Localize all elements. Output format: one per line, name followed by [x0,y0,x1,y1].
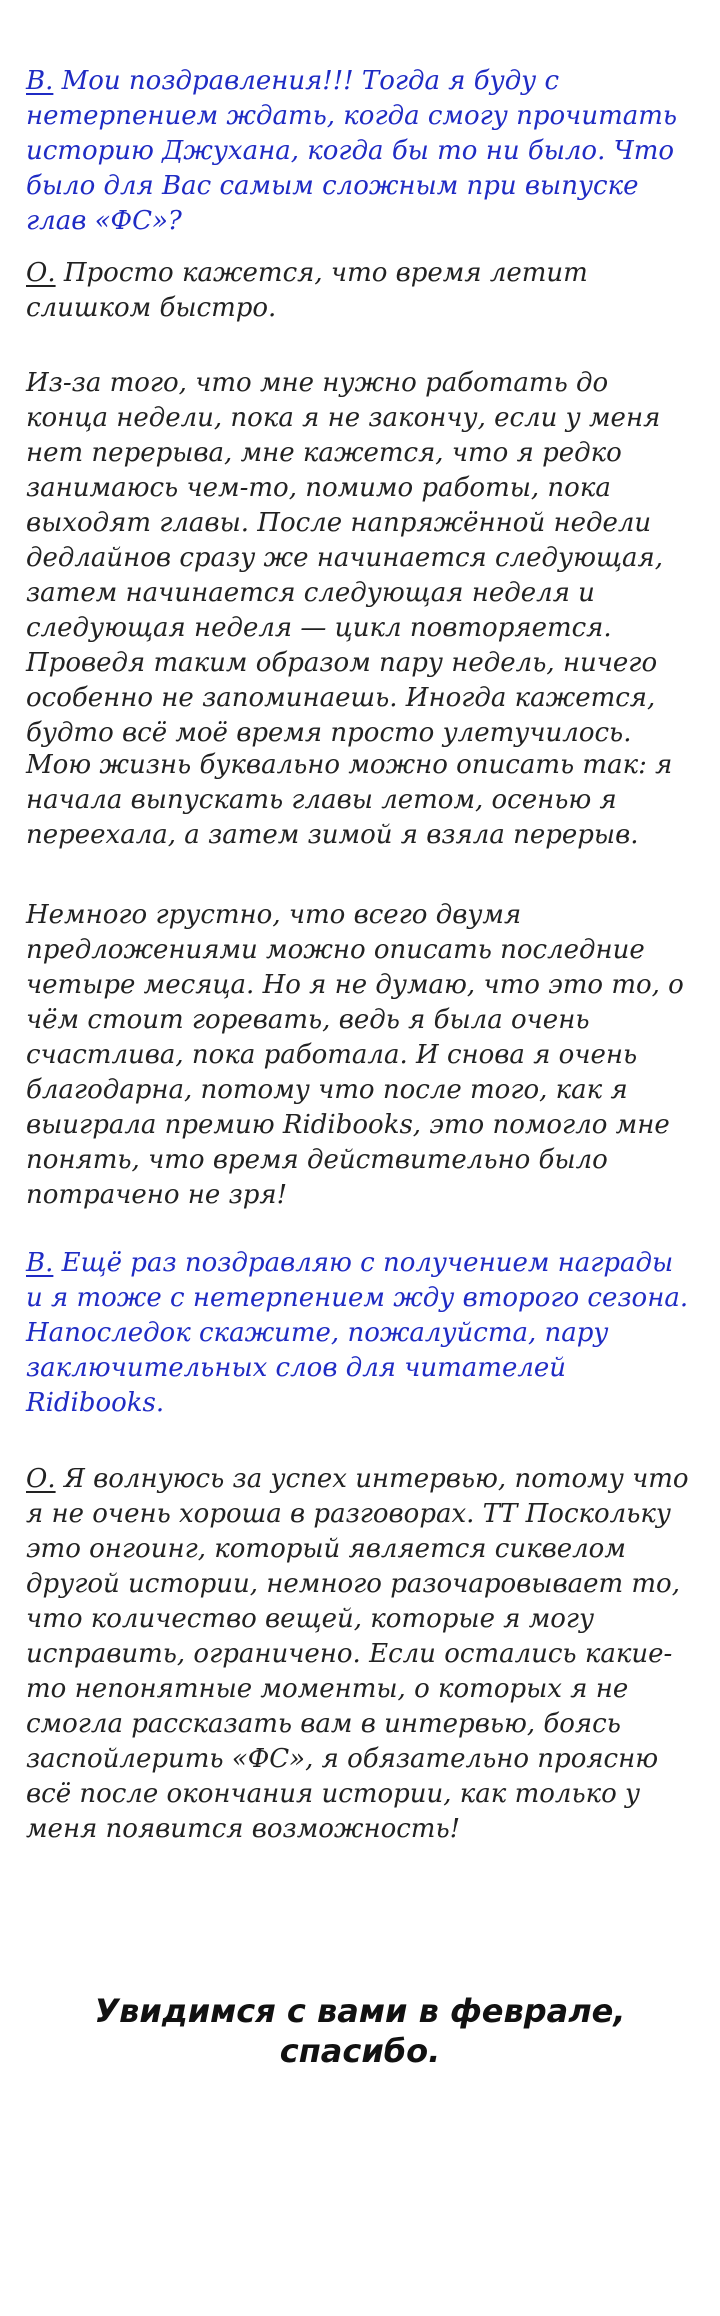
question-text: Ещё раз поздравляю с получением награды и я тоже с нетерпением жду второго сезона. Напоследок скажите, пожалуйста, пару заключительных слов для читателей Ridibooks. [26,1248,689,1418]
paragraph: Немного грустно, что всего двумя предложениями можно описать последние четыре месяца. Но я не думаю, что это то, о чём стоит горевать, ведь я была очень счастлива, пока работала. И снова я очень благодарна, потому что после того, как я выиграла премию Ridibooks, это помогло мне понять, что время действительно было потрачено не зря! [26,900,684,1210]
question-text: Мои поздравления!!! Тогда я буду с нетерпением ждать, когда смогу прочитать историю Джухана, когда бы то ни было. Что было для Вас самым сложным при выпуске глав «ФС»? [26,66,678,236]
answer-1-paragraph-4 [26,898,694,1213]
answer-2 [26,1462,694,1847]
paragraph: Из-за того, что мне нужно работать до конца недели, пока я не закончу, если у меня нет перерыва, мне кажется, что я редко занимаюсь чем-то, помимо работы, пока выходят главы. После напряжённой недели дедлайнов сразу же начинается следующая, затем начинается следующая неделя и следующая неделя — цикл повторяется. Проведя таким образом пару недель, ничего особенно не запоминаешь. Иногда кажется, будто всё моё время просто улетучилось. [26,368,663,748]
paragraph: Мою жизнь буквально можно описать так: я начала выпускать главы летом, осенью я переехала, а затем зимой я взяла перерыв. [26,750,673,850]
question-marker: В. [26,66,54,96]
answer-text: Я волнуюсь за успех интервью, потому что я не очень хороша в разговорах. ТТ Поскольку это онгоинг, который является сиквелом другой истории, немного разочаровывает то, что количество вещей, которые я могу исправить, ограничено. Если остались какие-то непонятные моменты, о которых я не смогла рассказать вам в интервью, боясь заспойлерить «ФС», я обязательно проясню всё после окончания истории, как только у меня появится возможность! [26,1464,689,1844]
question-marker: В. [26,1248,54,1278]
answer-marker: О. [26,258,56,288]
question-1 [26,64,694,239]
answer-marker: О. [26,1464,56,1494]
closing-line-2: спасибо. [279,2032,441,2070]
answer-text: Просто кажется, что время летит слишком быстро. [26,258,588,323]
answer-1-paragraph-2 [26,366,694,751]
answer-1-intro [26,256,694,326]
question-2 [26,1246,694,1421]
answer-1-paragraph-3 [26,748,694,853]
closing-line-1: Увидимся с вами в феврале, [94,1992,626,2030]
